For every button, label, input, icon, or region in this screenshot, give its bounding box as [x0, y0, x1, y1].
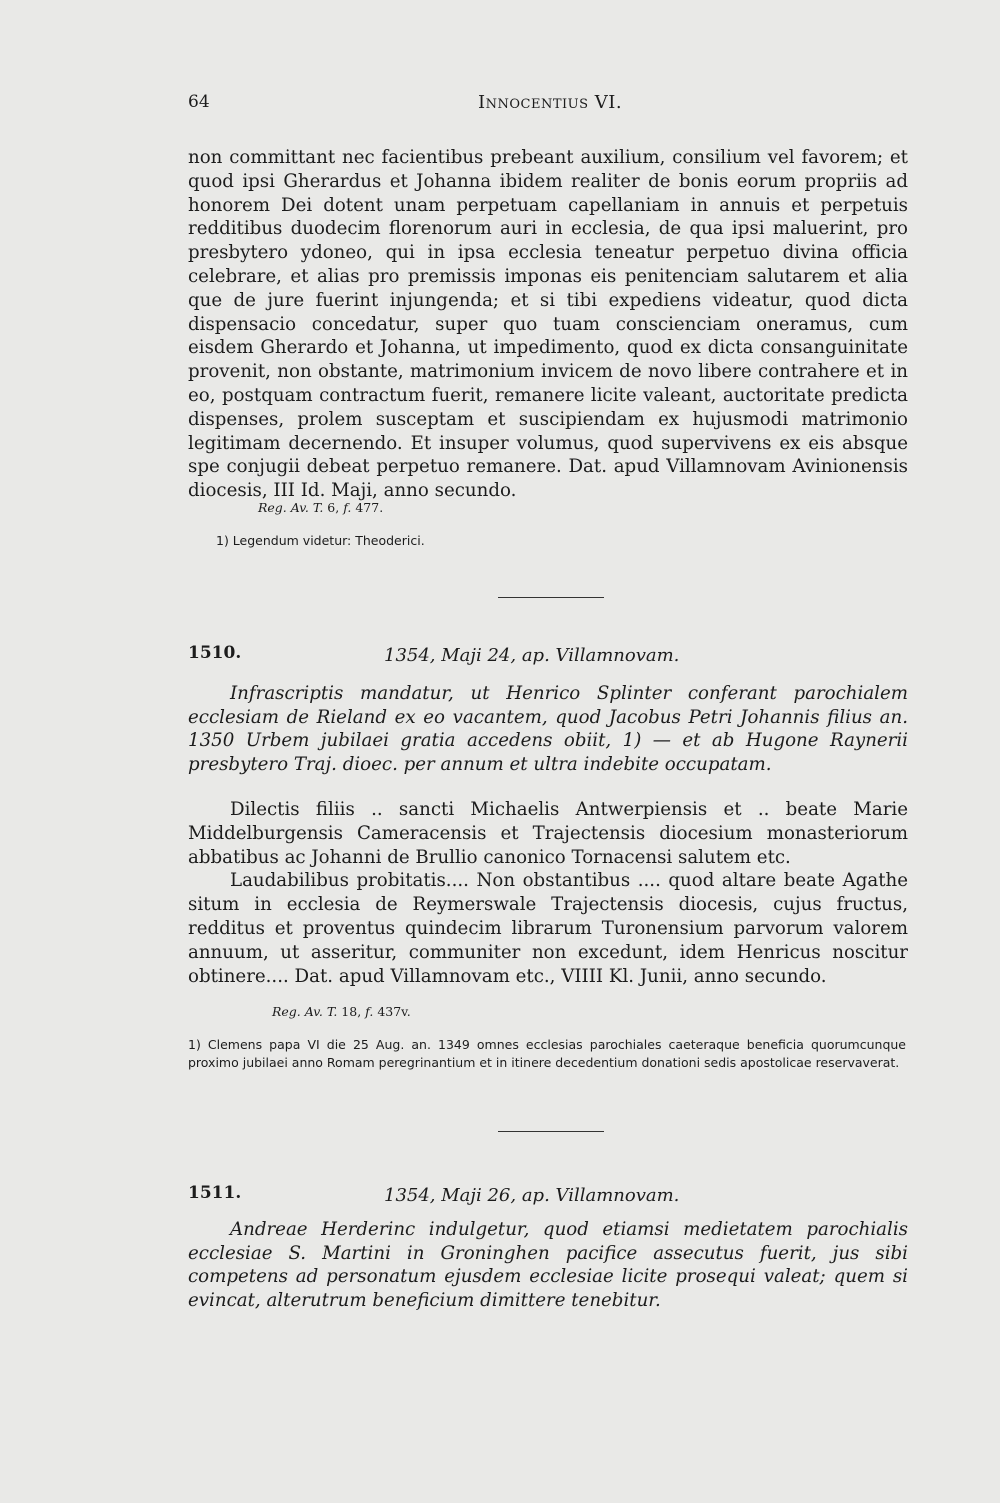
entry-number-1510: 1510. [188, 643, 242, 663]
citation-1509: Reg. Av. T. 6, f. 477. [258, 500, 384, 515]
entry-number-1511: 1511. [188, 1183, 242, 1203]
regest-1511: Andreae Herderinc indulgetur, quod etiamsi medietatem parochialis ecclesiae S. Martini in Groninghen pacifice assecutus fuerit, jus sibi competens ad personatum ejusdem ecclesiae licite prosequi valeat; quem si evincat, alterutrum beneficium dimittere tenebitur. [188, 1219, 908, 1311]
entry-date-1511: 1354, Maji 26, ap. Villamnovam. [384, 1185, 680, 1206]
footnote-1509: 1) Legendum videtur: Theoderici. [216, 533, 425, 548]
entry-date-1510: 1354, Maji 24, ap. Villamnovam. [384, 645, 680, 666]
page-number: 64 [188, 92, 210, 112]
section-divider [498, 597, 604, 598]
continuation-paragraph: non committant nec facientibus prebeant auxilium, consilium vel favorem; et quod ipsi Gherardus et Johanna ibidem realiter de bonis eorum propriis ad honorem Dei dotent unam perpetuam capellaniam in annuis et perpetuis redditibus duodecim florenorum auri in ecclesia, de qua ipsi maluerint, pro presbytero ydoneo, qui in ipsa ecclesia teneatur perpetuo divina officia celebrare, et alias pro premissis imponas eis penitenciam salutarem et alia que de jure fuerint injungenda; et si tibi expediens videatur, quod dicta dispensacio concedatur, super quo tuam conscienciam oneramus, cum eisdem Gherardo et Johanna, ut impedimento, quod ex dicta consanguinitate provenit, non obstante, matrimonium invicem de novo libere contrahere et in eo, postquam contractum fuerit, remanere licite valeant, auctoritate predicta dispenses, prolem susceptam et suscipiendam ex hujusmodi matrimonio legitimam decernendo. Et insuper volumus, quod supervivens ex eis absque spe conjugii debeat perpetuo remanere. Dat. apud Villamnovam Avinionensis diocesis, III Id. Maji, anno secundo. [188, 147, 908, 502]
footnote-1510: 1) Clemens papa VI die 25 Aug. an. 1349 omnes ecclesias parochiales caeteraque beneficia quorumcunque proximo jubilaei anno Romam peregrinantium et in itinere decedentium donationi sedis apostolicae reservaverat. [188, 1037, 906, 1070]
letter-text-1510 [188, 798, 908, 988]
regest-1510: Infrascriptis mandatur, ut Henrico Splinter conferant parochialem ecclesiam de Rieland ex eo vacantem, quod Jacobus Petri Johannis filius an. 1350 Urbem jubilaei gratia accedens obiit, 1) — et ab Hugone Raynerii presbytero Traj. dioec. per annum et ultra indebite occupatam. [188, 683, 908, 775]
continuation-text-block [188, 146, 908, 503]
section-divider [498, 1131, 604, 1132]
letter-address-1510: Dilectis filiis .. sancti Michaelis Antwerpiensis et .. beate Marie Middelburgensis Cameracensis et Trajectensis diocesium monasteriorum abbatibus ac Johanni de Brullio canonico Tornacensi salutem etc. [188, 799, 908, 868]
page-header [188, 92, 908, 120]
citation-1510: Reg. Av. T. 18, f. 437v. [272, 1004, 411, 1019]
letter-body-1510: Laudabilibus probitatis.... Non obstantibus .... quod altare beate Agathe situm in ecclesia de Reymerswale Trajectensis diocesis, cujus fructus, redditus et proventus quindecim librarum Turonensium parvorum valorem annuum, ut asseritur, communiter non excedunt, idem Henricus noscitur obtinere.... Dat. apud Villamnovam etc., VIIII Kl. Junii, anno secundo. [188, 870, 908, 987]
running-head: Innocentius VI. [478, 92, 623, 113]
